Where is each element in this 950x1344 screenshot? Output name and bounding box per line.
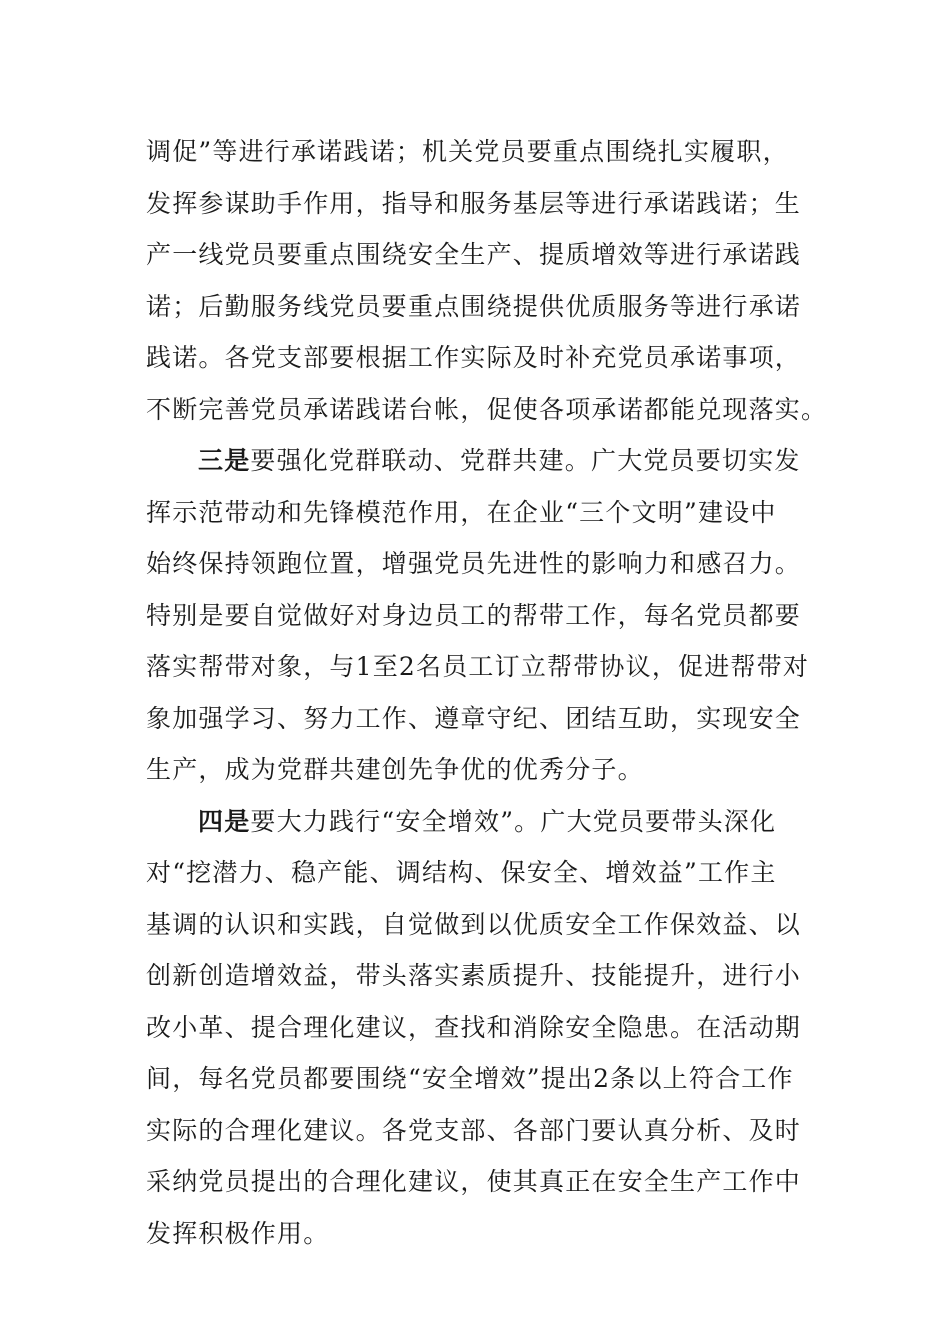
paragraph-first-line [146,435,806,487]
text-line: 象加强学习、努力工作、遵章守纪、团结互助，实现安全 [146,703,802,733]
text-line: 产一线党员要重点围绕安全生产、提质增效等进行承诺践 [146,240,802,269]
paragraph-first-line-text: 要强化党群联动、党群共建。广大党员要切实发 [250,446,801,475]
text-line: 发挥参谋助手作用，指导和服务基层等进行承诺践诺；生 [146,188,802,218]
text-line: 创新创造增效益，带头落实素质提升、技能提升，进行小 [146,961,802,990]
text-line: 落实帮带对象，与1至2名员工订立帮带协议，促进帮带对 [146,652,810,681]
paragraph-continuation [146,126,828,435]
text-line: 特别是要自觉做好对身边员工的帮带工作，每名党员都要 [146,600,802,630]
paragraph-first-line [146,796,806,848]
text-line: 发挥积极作用。 [146,1218,330,1248]
text-line: 践诺。各党支部要根据工作实际及时补充党员承诺事项， [146,343,802,372]
paragraph-first-line-text: 要大力践行“安全增效”。广大党员要带头深化 [250,806,777,836]
text-line: 始终保持领跑位置，增强党员先进性的影响力和感召力。 [146,549,802,578]
paragraph-lead: 三是 [198,446,251,475]
text-line: 诺；后勤服务线党员要重点围绕提供优质服务等进行承诺 [146,291,802,321]
text-line: 生产，成为党群共建创先争优的优秀分子。 [146,755,644,784]
paragraph-lead: 四是 [198,806,251,836]
text-line: 采纳党员提出的合理化建议，使其真正在安全生产工作中 [146,1167,802,1196]
text-line: 改小革、提合理化建议，查找和消除安全隐患。在活动期 [146,1012,802,1042]
paragraph-three [146,435,810,796]
text-line: 挥示范带动和先锋模范作用，在企业“三个文明”建设中 [146,497,777,527]
text-line: 对“挖潜力、稳产能、调结构、保安全、增效益”工作主 [146,858,777,887]
text-line: 不断完善党员承诺践诺台帐，促使各项承诺都能兑现落实。 [146,394,828,424]
text-line: 实际的合理化建议。各党支部、各部门要认真分析、及时 [146,1115,802,1145]
text-line: 间，每名党员都要围绕“安全增效”提出2条以上符合工作 [146,1064,794,1093]
text-line: 调促”等进行承诺践诺；机关党员要重点围绕扎实履职， [146,137,789,166]
document-body [146,126,828,1259]
paragraph-four [146,796,806,1260]
text-line: 基调的认识和实践，自觉做到以优质安全工作保效益、以 [146,909,802,939]
